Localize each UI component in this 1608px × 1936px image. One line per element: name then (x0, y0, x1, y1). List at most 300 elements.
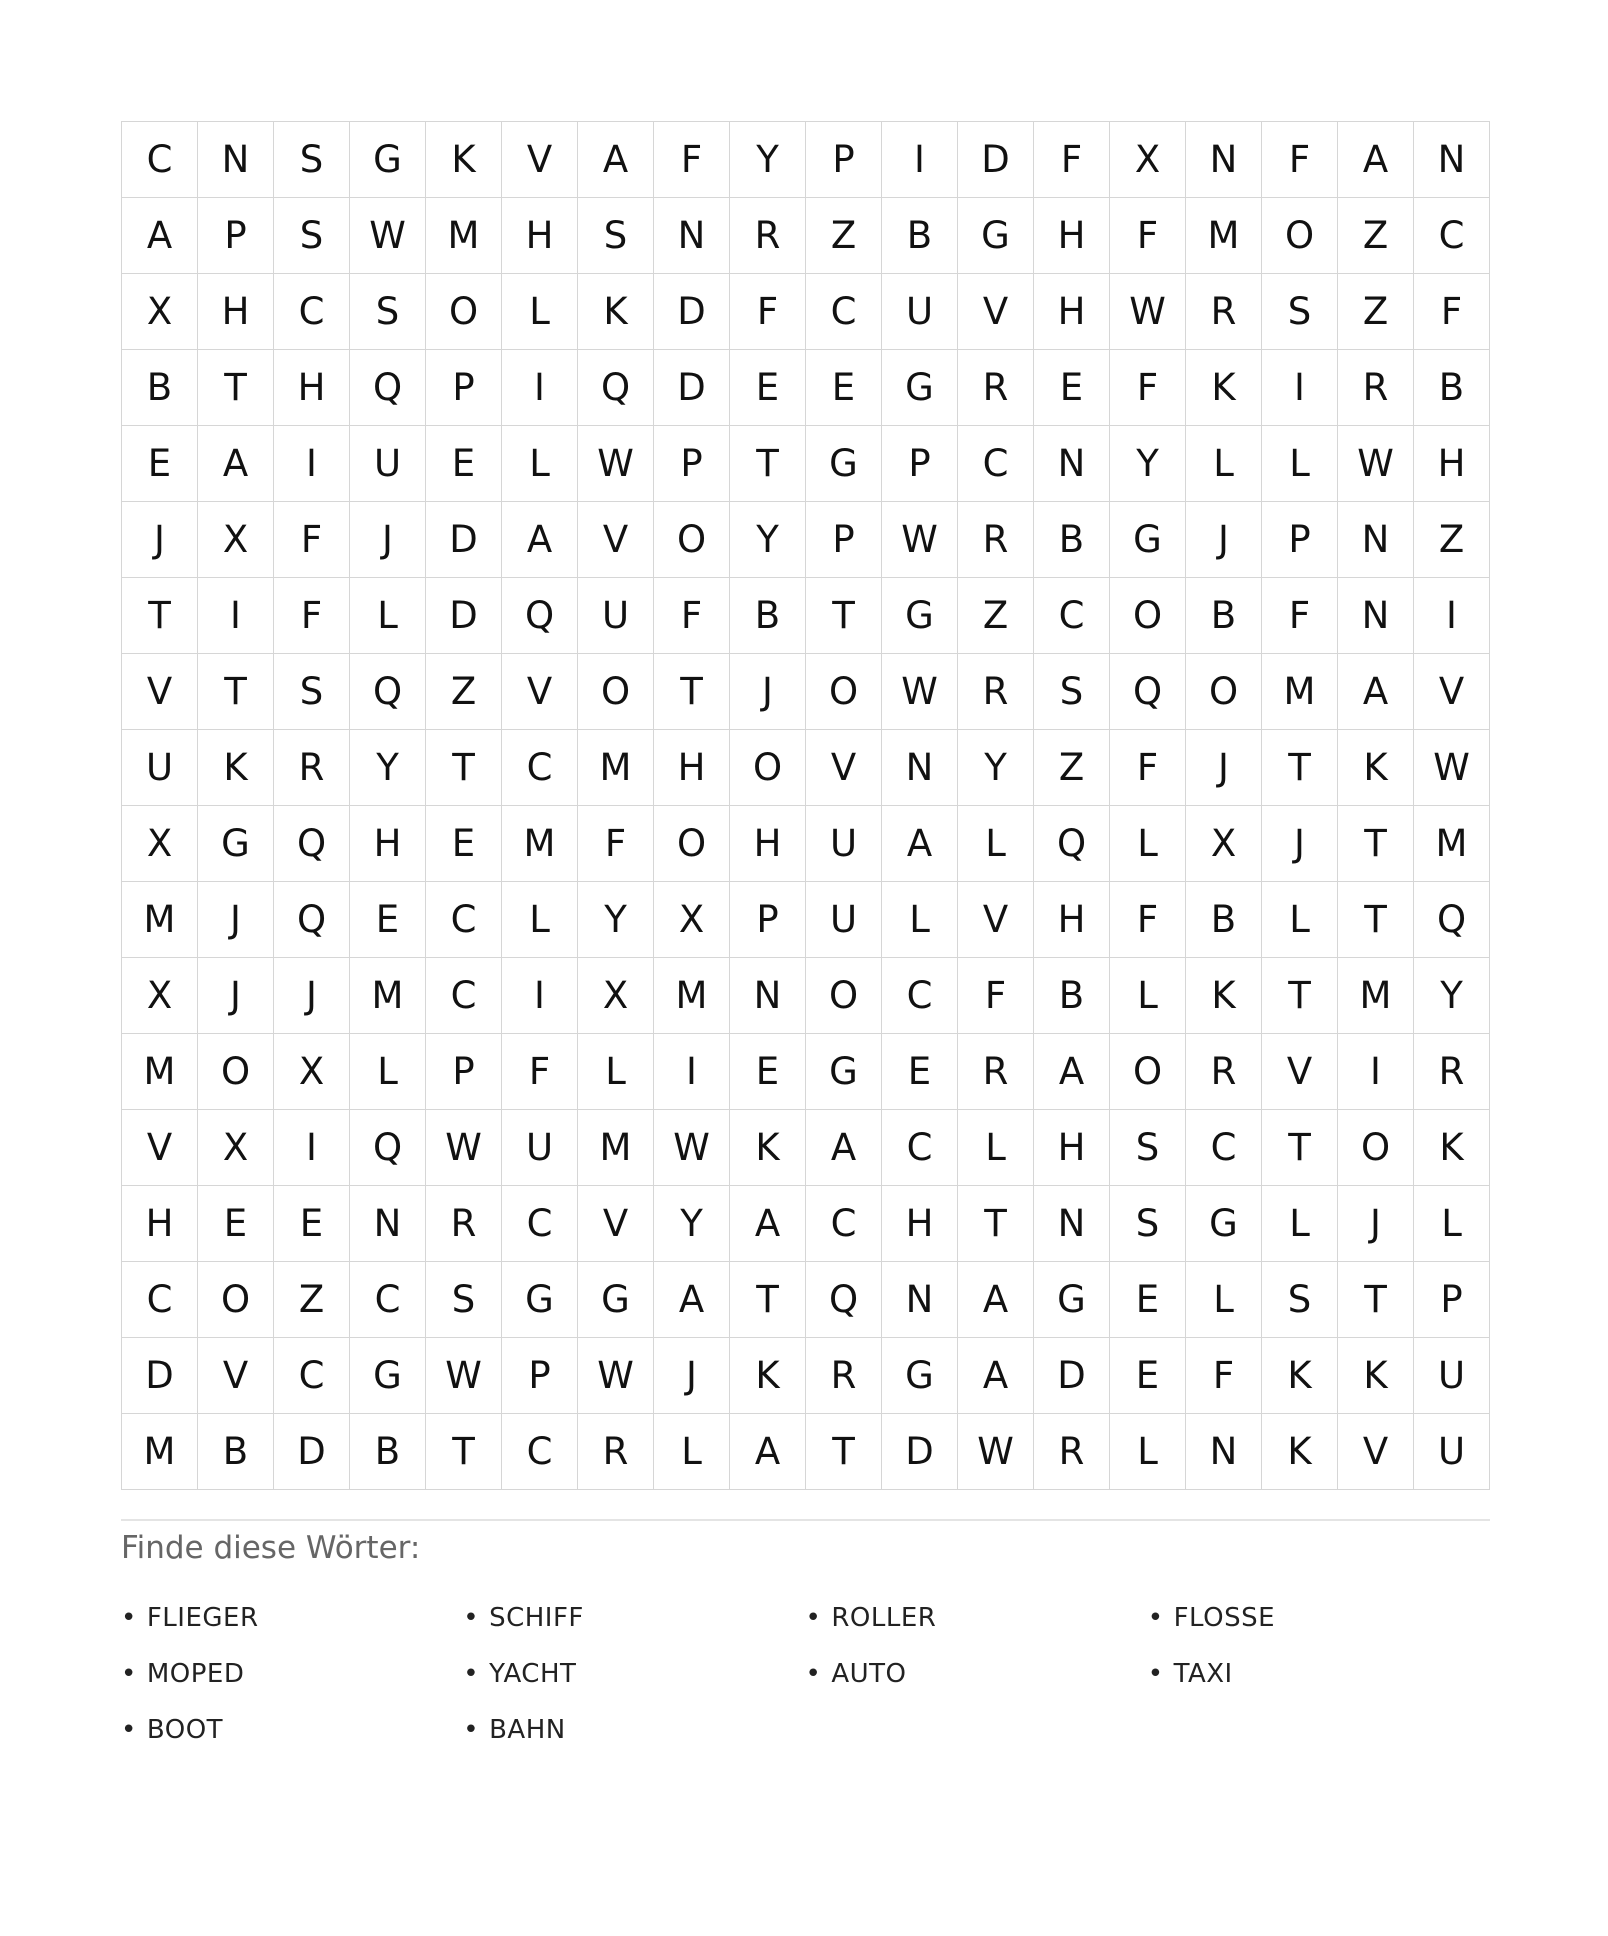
grid-cell[interactable]: P (806, 122, 882, 198)
grid-cell[interactable]: Q (578, 350, 654, 426)
grid-cell[interactable]: W (1110, 274, 1186, 350)
grid-cell[interactable]: V (122, 654, 198, 730)
grid-cell[interactable]: N (730, 958, 806, 1034)
grid-cell[interactable]: V (806, 730, 882, 806)
grid-cell[interactable]: K (578, 274, 654, 350)
grid-cell[interactable]: V (502, 654, 578, 730)
grid-cell[interactable]: Y (578, 882, 654, 958)
grid-cell[interactable]: C (958, 426, 1034, 502)
grid-cell[interactable]: T (730, 1262, 806, 1338)
grid-cell[interactable]: G (350, 122, 426, 198)
grid-cell[interactable]: L (958, 1110, 1034, 1186)
grid-cell[interactable]: W (350, 198, 426, 274)
grid-cell[interactable]: X (198, 1110, 274, 1186)
grid-cell[interactable]: H (274, 350, 350, 426)
grid-cell[interactable]: V (578, 502, 654, 578)
grid-cell[interactable]: W (1338, 426, 1414, 502)
grid-cell[interactable]: R (1338, 350, 1414, 426)
grid-cell[interactable]: O (1186, 654, 1262, 730)
grid-cell[interactable]: O (1338, 1110, 1414, 1186)
grid-cell[interactable]: E (350, 882, 426, 958)
grid-cell[interactable]: T (730, 426, 806, 502)
grid-cell[interactable]: U (578, 578, 654, 654)
grid-cell[interactable]: H (1414, 426, 1490, 502)
grid-cell[interactable]: G (1034, 1262, 1110, 1338)
grid-cell[interactable]: F (1262, 578, 1338, 654)
grid-cell[interactable]: L (502, 882, 578, 958)
grid-cell[interactable]: Y (654, 1186, 730, 1262)
grid-cell[interactable]: L (502, 426, 578, 502)
grid-cell[interactable]: R (958, 1034, 1034, 1110)
grid-cell[interactable]: K (426, 122, 502, 198)
grid-cell[interactable]: N (1414, 122, 1490, 198)
grid-cell[interactable]: S (274, 198, 350, 274)
grid-cell[interactable]: J (122, 502, 198, 578)
grid-cell[interactable]: A (1338, 122, 1414, 198)
grid-cell[interactable]: F (502, 1034, 578, 1110)
grid-cell[interactable]: U (882, 274, 958, 350)
grid-cell[interactable]: A (730, 1414, 806, 1490)
grid-cell[interactable]: S (426, 1262, 502, 1338)
grid-cell[interactable]: A (958, 1338, 1034, 1414)
grid-cell[interactable]: I (1262, 350, 1338, 426)
grid-cell[interactable]: L (502, 274, 578, 350)
grid-cell[interactable]: I (1338, 1034, 1414, 1110)
grid-cell[interactable]: J (654, 1338, 730, 1414)
grid-cell[interactable]: T (1338, 806, 1414, 882)
grid-cell[interactable]: M (1338, 958, 1414, 1034)
grid-cell[interactable]: T (806, 1414, 882, 1490)
grid-cell[interactable]: W (958, 1414, 1034, 1490)
grid-cell[interactable]: Y (730, 122, 806, 198)
grid-cell[interactable]: R (806, 1338, 882, 1414)
grid-cell[interactable]: L (1186, 426, 1262, 502)
grid-cell[interactable]: O (654, 806, 730, 882)
grid-cell[interactable]: X (1110, 122, 1186, 198)
grid-cell[interactable]: A (502, 502, 578, 578)
grid-cell[interactable]: Q (350, 1110, 426, 1186)
grid-cell[interactable]: L (1262, 882, 1338, 958)
grid-cell[interactable]: C (1414, 198, 1490, 274)
grid-cell[interactable]: P (426, 1034, 502, 1110)
grid-cell[interactable]: Q (806, 1262, 882, 1338)
grid-cell[interactable]: Q (1034, 806, 1110, 882)
grid-cell[interactable]: P (806, 502, 882, 578)
grid-cell[interactable]: G (578, 1262, 654, 1338)
grid-cell[interactable]: I (502, 350, 578, 426)
grid-cell[interactable]: T (806, 578, 882, 654)
grid-cell[interactable]: N (198, 122, 274, 198)
grid-cell[interactable]: B (1186, 578, 1262, 654)
grid-cell[interactable]: Y (1110, 426, 1186, 502)
grid-cell[interactable]: C (1034, 578, 1110, 654)
grid-cell[interactable]: E (882, 1034, 958, 1110)
grid-cell[interactable]: V (578, 1186, 654, 1262)
grid-cell[interactable]: Z (1338, 274, 1414, 350)
grid-cell[interactable]: N (1338, 502, 1414, 578)
grid-cell[interactable]: F (578, 806, 654, 882)
grid-cell[interactable]: T (122, 578, 198, 654)
grid-cell[interactable]: A (198, 426, 274, 502)
grid-cell[interactable]: B (350, 1414, 426, 1490)
grid-cell[interactable]: S (1034, 654, 1110, 730)
grid-cell[interactable]: D (122, 1338, 198, 1414)
grid-cell[interactable]: C (274, 274, 350, 350)
grid-cell[interactable]: E (806, 350, 882, 426)
grid-cell[interactable]: T (1338, 882, 1414, 958)
grid-cell[interactable]: P (198, 198, 274, 274)
grid-cell[interactable]: S (350, 274, 426, 350)
grid-cell[interactable]: T (958, 1186, 1034, 1262)
grid-cell[interactable]: U (1414, 1338, 1490, 1414)
grid-cell[interactable]: C (122, 1262, 198, 1338)
grid-cell[interactable]: M (654, 958, 730, 1034)
grid-cell[interactable]: A (1034, 1034, 1110, 1110)
grid-cell[interactable]: W (882, 654, 958, 730)
grid-cell[interactable]: A (958, 1262, 1034, 1338)
grid-cell[interactable]: H (1034, 198, 1110, 274)
grid-cell[interactable]: H (502, 198, 578, 274)
grid-cell[interactable]: S (274, 122, 350, 198)
grid-cell[interactable]: R (1414, 1034, 1490, 1110)
grid-cell[interactable]: Q (274, 806, 350, 882)
grid-cell[interactable]: W (654, 1110, 730, 1186)
grid-cell[interactable]: C (502, 1186, 578, 1262)
grid-cell[interactable]: I (502, 958, 578, 1034)
grid-cell[interactable]: L (1186, 1262, 1262, 1338)
grid-cell[interactable]: S (1262, 274, 1338, 350)
grid-cell[interactable]: J (274, 958, 350, 1034)
grid-cell[interactable]: M (502, 806, 578, 882)
grid-cell[interactable]: T (426, 730, 502, 806)
grid-cell[interactable]: J (198, 882, 274, 958)
grid-cell[interactable]: N (882, 1262, 958, 1338)
grid-cell[interactable]: U (1414, 1414, 1490, 1490)
grid-cell[interactable]: T (1262, 958, 1338, 1034)
grid-cell[interactable]: O (1110, 578, 1186, 654)
grid-cell[interactable]: W (426, 1110, 502, 1186)
grid-cell[interactable]: F (274, 578, 350, 654)
grid-cell[interactable]: N (350, 1186, 426, 1262)
grid-cell[interactable]: Q (274, 882, 350, 958)
grid-cell[interactable]: L (578, 1034, 654, 1110)
grid-cell[interactable]: C (502, 1414, 578, 1490)
grid-cell[interactable]: C (806, 1186, 882, 1262)
grid-cell[interactable]: V (958, 882, 1034, 958)
grid-cell[interactable]: C (274, 1338, 350, 1414)
grid-cell[interactable]: W (578, 426, 654, 502)
grid-cell[interactable]: M (122, 1414, 198, 1490)
grid-cell[interactable]: T (198, 350, 274, 426)
grid-cell[interactable]: F (1110, 882, 1186, 958)
grid-cell[interactable]: L (1110, 958, 1186, 1034)
grid-cell[interactable]: X (578, 958, 654, 1034)
grid-cell[interactable]: G (958, 198, 1034, 274)
grid-cell[interactable]: P (1414, 1262, 1490, 1338)
grid-cell[interactable]: F (1110, 198, 1186, 274)
grid-cell[interactable]: R (1034, 1414, 1110, 1490)
grid-cell[interactable]: L (1262, 1186, 1338, 1262)
grid-cell[interactable]: K (1186, 958, 1262, 1034)
grid-cell[interactable]: S (274, 654, 350, 730)
grid-cell[interactable]: D (274, 1414, 350, 1490)
grid-cell[interactable]: B (1034, 958, 1110, 1034)
grid-cell[interactable]: L (1414, 1186, 1490, 1262)
grid-cell[interactable]: H (122, 1186, 198, 1262)
grid-cell[interactable]: Q (350, 350, 426, 426)
grid-cell[interactable]: N (1034, 1186, 1110, 1262)
grid-cell[interactable]: O (730, 730, 806, 806)
grid-cell[interactable]: K (1414, 1110, 1490, 1186)
grid-cell[interactable]: W (1414, 730, 1490, 806)
grid-cell[interactable]: I (654, 1034, 730, 1110)
grid-cell[interactable]: T (426, 1414, 502, 1490)
grid-cell[interactable]: W (882, 502, 958, 578)
grid-cell[interactable]: B (882, 198, 958, 274)
grid-cell[interactable]: E (730, 1034, 806, 1110)
grid-cell[interactable]: J (1186, 502, 1262, 578)
grid-cell[interactable]: R (958, 654, 1034, 730)
grid-cell[interactable]: F (1110, 730, 1186, 806)
grid-cell[interactable]: E (122, 426, 198, 502)
grid-cell[interactable]: M (1186, 198, 1262, 274)
grid-cell[interactable]: P (882, 426, 958, 502)
grid-cell[interactable]: R (1186, 274, 1262, 350)
grid-cell[interactable]: K (1186, 350, 1262, 426)
grid-cell[interactable]: K (198, 730, 274, 806)
grid-cell[interactable]: R (730, 198, 806, 274)
grid-cell[interactable]: L (350, 1034, 426, 1110)
grid-cell[interactable]: P (502, 1338, 578, 1414)
grid-cell[interactable]: C (502, 730, 578, 806)
grid-cell[interactable]: Q (350, 654, 426, 730)
grid-cell[interactable]: C (882, 1110, 958, 1186)
grid-cell[interactable]: J (350, 502, 426, 578)
grid-cell[interactable]: F (1034, 122, 1110, 198)
grid-cell[interactable]: D (958, 122, 1034, 198)
grid-cell[interactable]: O (198, 1262, 274, 1338)
grid-cell[interactable]: M (350, 958, 426, 1034)
grid-cell[interactable]: V (502, 122, 578, 198)
grid-cell[interactable]: G (1110, 502, 1186, 578)
grid-cell[interactable]: Z (1414, 502, 1490, 578)
grid-cell[interactable]: H (730, 806, 806, 882)
grid-cell[interactable]: T (654, 654, 730, 730)
grid-cell[interactable]: R (426, 1186, 502, 1262)
grid-cell[interactable]: D (654, 350, 730, 426)
grid-cell[interactable]: V (198, 1338, 274, 1414)
grid-cell[interactable]: S (1110, 1110, 1186, 1186)
grid-cell[interactable]: C (426, 882, 502, 958)
grid-cell[interactable]: V (1262, 1034, 1338, 1110)
grid-cell[interactable]: G (350, 1338, 426, 1414)
grid-cell[interactable]: N (1186, 1414, 1262, 1490)
grid-cell[interactable]: O (806, 654, 882, 730)
grid-cell[interactable]: H (350, 806, 426, 882)
grid-cell[interactable]: L (1110, 1414, 1186, 1490)
grid-cell[interactable]: L (654, 1414, 730, 1490)
grid-cell[interactable]: U (350, 426, 426, 502)
grid-cell[interactable]: U (122, 730, 198, 806)
grid-cell[interactable]: A (882, 806, 958, 882)
grid-cell[interactable]: A (730, 1186, 806, 1262)
grid-cell[interactable]: K (730, 1338, 806, 1414)
grid-cell[interactable]: R (1186, 1034, 1262, 1110)
grid-cell[interactable]: A (1338, 654, 1414, 730)
grid-cell[interactable]: X (122, 274, 198, 350)
grid-cell[interactable]: X (654, 882, 730, 958)
grid-cell[interactable]: R (958, 350, 1034, 426)
grid-cell[interactable]: C (882, 958, 958, 1034)
grid-cell[interactable]: I (274, 1110, 350, 1186)
grid-cell[interactable]: B (122, 350, 198, 426)
grid-cell[interactable]: R (274, 730, 350, 806)
grid-cell[interactable]: G (502, 1262, 578, 1338)
grid-cell[interactable]: T (1262, 1110, 1338, 1186)
grid-cell[interactable]: V (122, 1110, 198, 1186)
grid-cell[interactable]: G (882, 1338, 958, 1414)
grid-cell[interactable]: H (1034, 882, 1110, 958)
grid-cell[interactable]: L (958, 806, 1034, 882)
grid-cell[interactable]: U (806, 806, 882, 882)
grid-cell[interactable]: B (1034, 502, 1110, 578)
grid-cell[interactable]: F (1186, 1338, 1262, 1414)
grid-cell[interactable]: W (578, 1338, 654, 1414)
grid-cell[interactable]: A (122, 198, 198, 274)
grid-cell[interactable]: X (274, 1034, 350, 1110)
grid-cell[interactable]: H (198, 274, 274, 350)
grid-cell[interactable]: K (1262, 1338, 1338, 1414)
grid-cell[interactable]: P (730, 882, 806, 958)
grid-cell[interactable]: M (578, 1110, 654, 1186)
grid-cell[interactable]: D (654, 274, 730, 350)
grid-cell[interactable]: Z (274, 1262, 350, 1338)
grid-cell[interactable]: Z (806, 198, 882, 274)
grid-cell[interactable]: M (426, 198, 502, 274)
grid-cell[interactable]: J (1338, 1186, 1414, 1262)
grid-cell[interactable]: V (1338, 1414, 1414, 1490)
grid-cell[interactable]: Y (730, 502, 806, 578)
grid-cell[interactable]: M (122, 882, 198, 958)
grid-cell[interactable]: X (1186, 806, 1262, 882)
grid-cell[interactable]: K (1262, 1414, 1338, 1490)
grid-cell[interactable]: G (806, 426, 882, 502)
grid-cell[interactable]: F (1414, 274, 1490, 350)
grid-cell[interactable]: E (1110, 1338, 1186, 1414)
grid-cell[interactable]: L (350, 578, 426, 654)
grid-cell[interactable]: J (198, 958, 274, 1034)
grid-cell[interactable]: Q (1414, 882, 1490, 958)
grid-cell[interactable]: P (654, 426, 730, 502)
grid-cell[interactable]: C (350, 1262, 426, 1338)
grid-cell[interactable]: E (274, 1186, 350, 1262)
grid-cell[interactable]: O (654, 502, 730, 578)
grid-cell[interactable]: E (426, 426, 502, 502)
grid-cell[interactable]: N (1186, 122, 1262, 198)
grid-cell[interactable]: I (198, 578, 274, 654)
grid-cell[interactable]: M (578, 730, 654, 806)
grid-cell[interactable]: Y (350, 730, 426, 806)
grid-cell[interactable]: F (730, 274, 806, 350)
grid-cell[interactable]: O (578, 654, 654, 730)
grid-cell[interactable]: J (1186, 730, 1262, 806)
grid-cell[interactable]: K (730, 1110, 806, 1186)
grid-cell[interactable]: D (882, 1414, 958, 1490)
grid-cell[interactable]: L (1110, 806, 1186, 882)
grid-cell[interactable]: D (426, 578, 502, 654)
grid-cell[interactable]: X (198, 502, 274, 578)
grid-cell[interactable]: N (1338, 578, 1414, 654)
grid-cell[interactable]: C (1186, 1110, 1262, 1186)
grid-cell[interactable]: B (1186, 882, 1262, 958)
grid-cell[interactable]: X (122, 958, 198, 1034)
grid-cell[interactable]: I (1414, 578, 1490, 654)
grid-cell[interactable]: D (1034, 1338, 1110, 1414)
grid-cell[interactable]: M (122, 1034, 198, 1110)
grid-cell[interactable]: G (1186, 1186, 1262, 1262)
grid-cell[interactable]: Q (1110, 654, 1186, 730)
grid-cell[interactable]: V (958, 274, 1034, 350)
grid-cell[interactable]: L (882, 882, 958, 958)
grid-cell[interactable]: Z (426, 654, 502, 730)
grid-cell[interactable]: H (882, 1186, 958, 1262)
grid-cell[interactable]: Z (958, 578, 1034, 654)
grid-cell[interactable]: G (198, 806, 274, 882)
grid-cell[interactable]: B (198, 1414, 274, 1490)
grid-cell[interactable]: C (426, 958, 502, 1034)
grid-cell[interactable]: K (1338, 1338, 1414, 1414)
grid-cell[interactable]: L (1262, 426, 1338, 502)
grid-cell[interactable]: O (806, 958, 882, 1034)
grid-cell[interactable]: T (198, 654, 274, 730)
grid-cell[interactable]: E (1034, 350, 1110, 426)
grid-cell[interactable]: B (1414, 350, 1490, 426)
grid-cell[interactable]: O (426, 274, 502, 350)
grid-cell[interactable]: F (1110, 350, 1186, 426)
grid-cell[interactable]: N (1034, 426, 1110, 502)
grid-cell[interactable]: K (1338, 730, 1414, 806)
grid-cell[interactable]: H (654, 730, 730, 806)
grid-cell[interactable]: A (654, 1262, 730, 1338)
grid-cell[interactable]: T (1338, 1262, 1414, 1338)
grid-cell[interactable]: H (1034, 1110, 1110, 1186)
grid-cell[interactable]: U (502, 1110, 578, 1186)
grid-cell[interactable]: J (1262, 806, 1338, 882)
grid-cell[interactable]: O (1262, 198, 1338, 274)
grid-cell[interactable]: R (578, 1414, 654, 1490)
grid-cell[interactable]: Y (958, 730, 1034, 806)
grid-cell[interactable]: U (806, 882, 882, 958)
grid-cell[interactable]: Z (1338, 198, 1414, 274)
grid-cell[interactable]: O (1110, 1034, 1186, 1110)
grid-cell[interactable]: C (806, 274, 882, 350)
grid-cell[interactable]: Y (1414, 958, 1490, 1034)
grid-cell[interactable]: E (1110, 1262, 1186, 1338)
grid-cell[interactable]: S (1262, 1262, 1338, 1338)
grid-cell[interactable]: Z (1034, 730, 1110, 806)
grid-cell[interactable]: E (426, 806, 502, 882)
grid-cell[interactable]: W (426, 1338, 502, 1414)
grid-cell[interactable]: M (1262, 654, 1338, 730)
grid-cell[interactable]: H (1034, 274, 1110, 350)
grid-cell[interactable]: O (198, 1034, 274, 1110)
grid-cell[interactable]: D (426, 502, 502, 578)
grid-cell[interactable]: V (1414, 654, 1490, 730)
grid-cell[interactable]: F (958, 958, 1034, 1034)
grid-cell[interactable]: F (654, 122, 730, 198)
grid-cell[interactable]: F (274, 502, 350, 578)
grid-cell[interactable]: G (882, 350, 958, 426)
